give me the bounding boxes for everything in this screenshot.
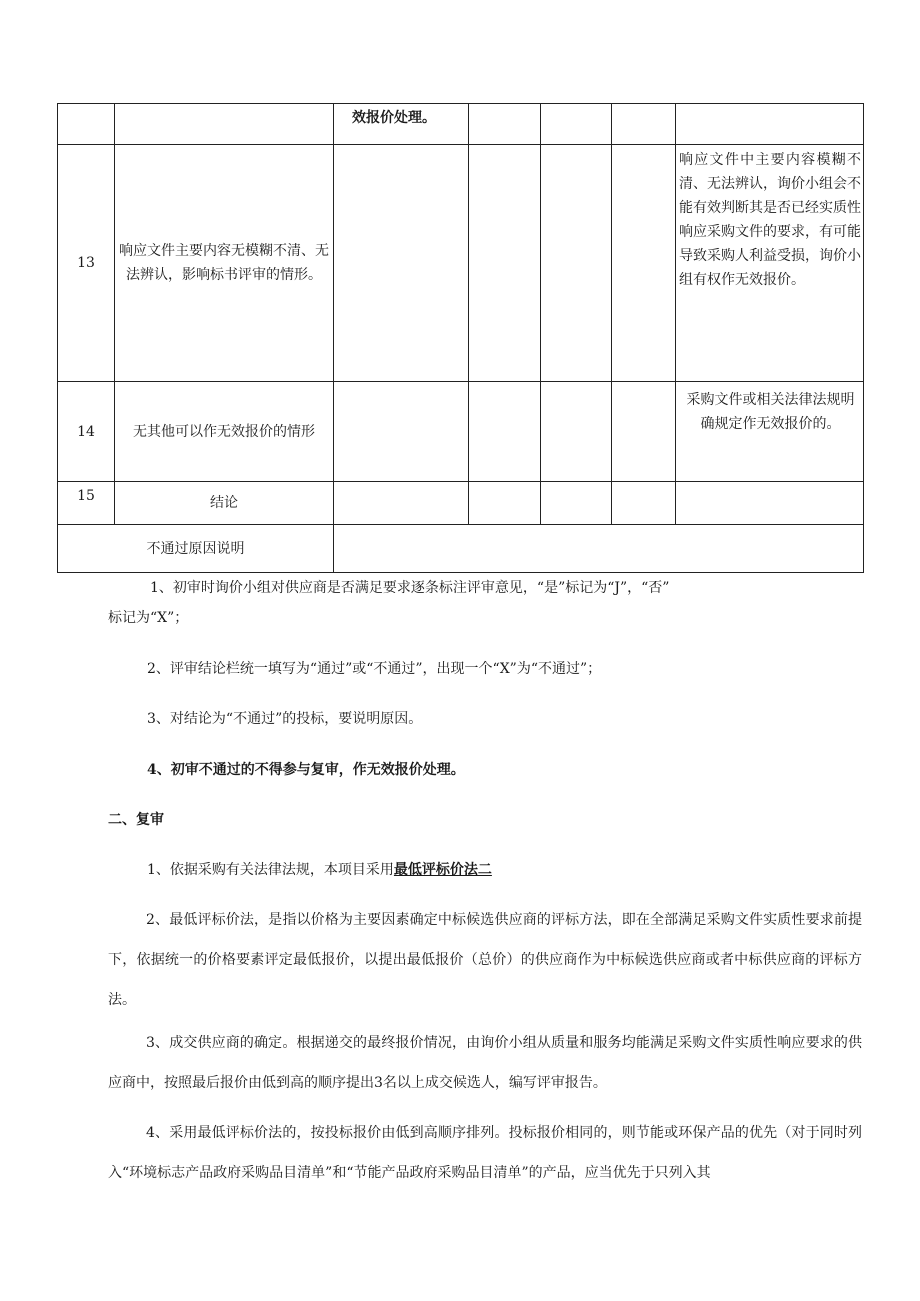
row-number-13: 13	[58, 145, 115, 382]
row-number-14: 14	[58, 382, 115, 482]
item-description-15: 结论	[115, 482, 334, 525]
cell-empty	[541, 145, 612, 382]
cell-empty	[334, 382, 469, 482]
cell-empty	[612, 104, 676, 145]
cell-empty	[541, 482, 612, 525]
cell-empty	[612, 145, 676, 382]
cell-empty	[612, 482, 676, 525]
cell-num-continued	[58, 104, 115, 145]
cell-empty	[469, 382, 541, 482]
item-description-14: 无其他可以作无效报价的情形	[115, 382, 334, 482]
table-row-14	[58, 382, 864, 482]
table-row-15	[58, 482, 864, 525]
reason-label: 不通过原因说明	[58, 525, 334, 573]
cell-note-continued	[676, 104, 864, 145]
cell-item-continued	[115, 104, 334, 145]
cell-empty	[334, 482, 469, 525]
cell-empty	[676, 482, 864, 525]
review-paragraph-2: 2、最低评标价法，是指以价格为主要因素确定中标候选供应商的评标方法，即在全部满足采购文件实质性要求前提下，依据统一的价格要素评定最低报价，以提出最低报价（总价）的供应商作为中标候选供应商或者中标供应商的评标方法。	[108, 912, 862, 1008]
review-paragraph-3: 3、成交供应商的确定。根据递交的最终报价情况，由询价小组从质量和服务均能满足采购文件实质性响应要求的供应商中，按照最后报价由低到高的顺序提出3名以上成交候选人，编写评审报告。	[108, 1035, 862, 1091]
row-number-15: 15	[58, 482, 115, 525]
item-note-14: 采购文件或相关法律法规明确规定作无效报价的。	[676, 382, 864, 482]
table-row-reason	[58, 525, 864, 573]
cell-criterion-continued: 效报价处理。	[334, 104, 469, 145]
reason-value	[334, 525, 864, 573]
item-description-13: 响应文件主要内容无模糊不清、无法辨认，影响标书评审的情形。	[115, 145, 334, 382]
section-heading: 二、复审	[108, 812, 164, 828]
review-p1-text: 1、依据采购有关法律法规，本项目采用	[147, 862, 394, 878]
review-paragraph-1	[147, 856, 907, 884]
cell-empty	[612, 382, 676, 482]
table-row-13	[58, 145, 864, 382]
evaluation-method: 最低评标价法二	[393, 862, 492, 878]
item-note-13: 响应文件中主要内容模糊不清、无法辨认，询价小组会不能有效判断其是否已经实质性响应采购文件的要求，有可能导致采购人利益受损，询价小组有权作无效报价。	[676, 145, 864, 382]
review-paragraph-4: 4、采用最低评标价法的，按投标报价由低到高顺序排列。投标报价相同的，则节能或环保产品的优先（对于同时列入“环境标志产品政府采购品目清单”和“节能产品政府采购品目清单”的产品，应当优先于只列入其	[108, 1125, 862, 1181]
cell-empty	[469, 482, 541, 525]
note-4: 4、初审不通过的不得参与复审，作无效报价处理。	[147, 762, 465, 778]
cell-empty	[334, 145, 469, 382]
note-2: 2、评审结论栏统一填写为“通过”或“不通过”，出现一个“X”为“不通过”；	[147, 661, 602, 677]
cell-empty	[469, 145, 541, 382]
evaluation-table	[57, 103, 864, 573]
cell-empty	[469, 104, 541, 145]
cell-empty	[541, 382, 612, 482]
cell-empty	[541, 104, 612, 145]
note-1-line-1: 1、初审时询价小组对供应商是否满足要求逐条标注评审意见，“是”标记为“J”，“否”	[150, 580, 670, 596]
note-1-line-2: 标记为“X”；	[108, 610, 189, 626]
table-row-continued	[58, 104, 864, 145]
note-3: 3、对结论为“不通过”的投标，要说明原因。	[147, 711, 423, 727]
